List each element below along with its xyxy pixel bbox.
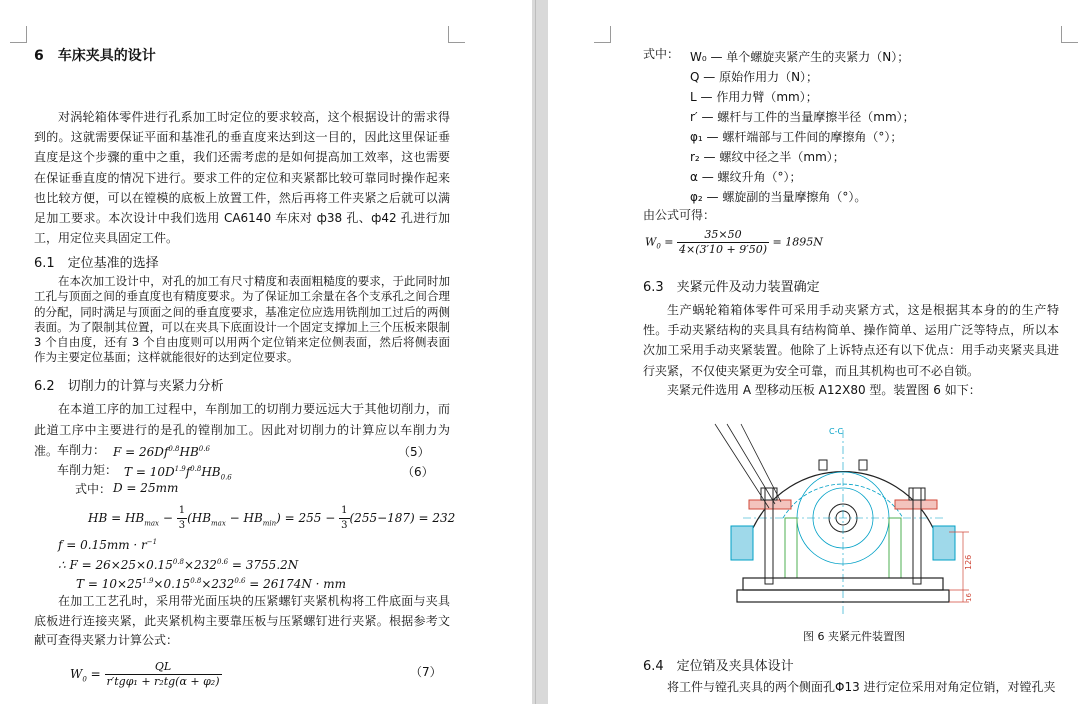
section-6-3-select: 夹紧元件选用 A 型移动压板 A12X80 型。装置图 6 如下： xyxy=(667,383,981,397)
clamp-paragraph: 在加工工艺孔时，采用带光面压块的压紧螺钉夹紧机构将工件底面与夹具底板进行连接夹紧，此夹紧机构主要靠压板与压紧螺钉进行夹紧。根据参考文献可查得夹紧力计算公式： xyxy=(34,594,450,647)
d-value: D = 25mm xyxy=(113,481,179,495)
section-6-4-title: 6.4 定位销及夹具体设计 xyxy=(643,659,794,674)
intro-paragraph: 对涡轮箱体零件进行孔系加工时定位的要求较高，这个根据设计的需求得到的。这就需要保证平面和基准孔的垂直度来达到这一目的，因此这里保证垂直度是这个步骤的重中之重，我们还需考虑的是如何提高加工效率，这也需要在保证垂直度的情况下进行。要求工件的定位和夹紧都比较可靠同时操作起来也比较方便，可以在镗模的底板上放置工件，然后再将工件夹紧之后就可以满足加工要求。本次设计中我们选用 CA6140 车床对 ф38 孔、ф42 孔进行加工，用定位夹具固定工件。 xyxy=(34,110,450,246)
where-label-right: 式中： xyxy=(643,47,680,61)
variable-item: φ₁ — 螺杆端部与工件间的摩擦角（°）； xyxy=(690,130,903,144)
variable-item: r₂ — 螺纹中径之半（mm）； xyxy=(690,150,845,164)
section-title: 6 车床夹具的设计 xyxy=(34,48,156,64)
right-page xyxy=(548,0,1090,704)
torque-label: 车削力矩： xyxy=(57,463,118,477)
leader-line xyxy=(727,424,775,504)
section-6-4-body: 将工件与镗孔夹具的两个侧面孔Φ13 进行定位采用对角定位销，对镗孔夹 xyxy=(667,680,1056,694)
left-support-pin xyxy=(785,518,797,578)
left-support-block xyxy=(731,526,753,560)
equation-number-5: （5） xyxy=(398,445,430,459)
dimension-126: 126 xyxy=(964,554,973,570)
equation-number-7: （7） xyxy=(410,665,442,679)
clamp-assembly-figure xyxy=(713,418,1003,618)
section-6-2-title: 6.2 切削力的计算与夹紧力分析 xyxy=(34,379,224,394)
top-bolt-left xyxy=(819,460,827,470)
top-bolt-right xyxy=(859,460,867,470)
crop-mark xyxy=(448,26,465,43)
leader-line xyxy=(715,424,769,508)
crop-mark xyxy=(1061,26,1078,43)
page-gutter xyxy=(532,0,548,704)
right-support-pin xyxy=(889,518,901,578)
variable-item: r′ — 螺杆与工件的当量摩擦半径（mm）； xyxy=(690,110,915,124)
right-support-block xyxy=(933,526,955,560)
figure-caption: 图 6 夹紧元件装置图 xyxy=(803,630,905,643)
variable-item: α — 螺纹升角（°）； xyxy=(690,170,802,184)
section-6-2-body: 在本道工序的加工过程中，车削加工的切削力要远远大于其他切削力，而此道工序中主要进行的是孔的镗削加工。因此对切削力的计算应以车削力为准。 xyxy=(34,402,450,458)
force-label: 车削力： xyxy=(57,443,106,457)
variable-item: Q — 原始作用力（N）； xyxy=(690,70,819,84)
torque-equation: $T = 10D^{1.9}f^{0.8}HB_{0.6}$ xyxy=(124,465,232,482)
section-6-1-body: 在本次加工设计中，对孔的加工有尺寸精度和表面粗糙度的要求，于此同时加工孔与顶面之间的垂直度也有精度要求。为了保证加工余量在各个支承孔之间合理的分配，同时满足与顶面之间的垂直度要求，基准定位应选用铣削加工过后的两侧表面。为了限制其位置，可以在夹具下底面设计一个固定支撑加上三个压板来限制 3 个自由度，还有 3 个自由度则可以用两个定位销来定位侧表面，然后将侧表面作为主要定位基面；这样就能很好的达到定位要求。 xyxy=(34,274,450,365)
section-mark: C-C xyxy=(829,427,844,436)
force-calculation: ∴ $F = 26\times 25\times 0.15^{0.8}\times 232^{0.6} = 3755.2N$ xyxy=(58,558,299,572)
left-page xyxy=(0,0,532,704)
variable-item: φ₂ — 螺旋副的当量摩擦角（°）。 xyxy=(690,190,867,204)
where-label: 式中： xyxy=(75,482,112,496)
variable-list xyxy=(690,47,915,207)
variable-item: W₀ — 单个螺旋夹紧产生的夹紧力（N）； xyxy=(690,50,910,64)
right-clamp-plate xyxy=(895,500,937,509)
crop-mark xyxy=(10,26,27,43)
w0-result-equation: $W_0$ = $\frac{35\times 50}{4\times(3'10 + 9'50)}$ = 1895N xyxy=(645,228,823,256)
section-6-1-title: 6.1 定位基准的选择 xyxy=(34,256,159,271)
derive-label: 由公式可得： xyxy=(643,208,716,222)
f-value: $f = 0.15mm \cdot r^{-1}$ xyxy=(58,538,158,552)
torque-calculation: $T = 10\times 25^{1.9}\times 0.15^{0.8}\times 232^{0.6} = 26174N$ · mm xyxy=(76,577,347,591)
dimension-16: 16 xyxy=(965,593,973,602)
left-clamp-plate xyxy=(749,500,791,509)
variable-item: L — 作用力臂（mm）； xyxy=(690,90,818,104)
section-6-3-body: 生产蜗轮箱箱体零件可采用手动夹紧方式，这是根据其本身的的生产特性。手动夹紧结构的夹具具有结构简单、操作简单、运用广泛等特点，所以本次加工采用手动夹紧装置。他除了上诉特点还有以下优点：用手动夹紧夹具进行夹紧，不仅使夹紧更为安全可靠，而且其机构也可不必自锁。 xyxy=(643,303,1059,378)
hb-equation: HB = $HB_{max}$ − $\frac{1}{3}$ $(HB_{max} - HB_{min}) = 255$ − $\frac{1}{3}$ (255−187) = 232 xyxy=(88,505,456,531)
crop-mark xyxy=(594,26,611,43)
force-equation: $F = 26Df^{0.8}HB^{0.6}$ xyxy=(113,445,210,459)
section-6-3-title: 6.3 夹紧元件及动力装置确定 xyxy=(643,280,820,295)
equation-number-6: （6） xyxy=(402,465,434,479)
w0-equation: $W_0$ = QL r′tgφ₁ + r₂tg(α + φ₂) xyxy=(70,660,220,688)
